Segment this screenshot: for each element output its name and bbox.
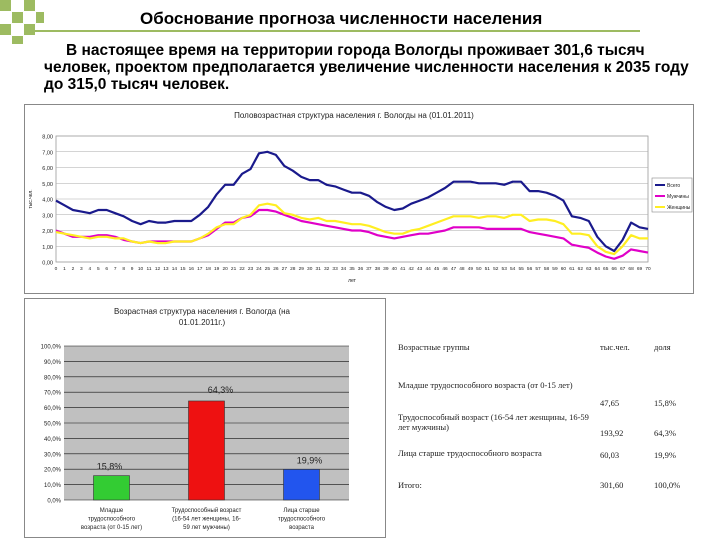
y-tick-label: 20,0% <box>43 467 61 474</box>
x-tick-label: 68 <box>628 267 634 272</box>
x-tick-label: 30 <box>307 267 313 272</box>
data-label: 15,8% <box>96 461 123 472</box>
x-tick-label: 65 <box>603 267 609 272</box>
table-cell-value: 193,92 <box>600 428 624 438</box>
x-tick-label: 7 <box>113 267 117 272</box>
table-cell-share: 19,9% <box>654 450 676 460</box>
title-underline <box>30 30 640 32</box>
x-tick-label: 64 <box>594 267 600 272</box>
x-tick-label: 24 <box>256 267 262 272</box>
x-tick-label: 16 <box>188 267 194 272</box>
corner-decoration <box>0 0 44 44</box>
x-tick-label: 19 <box>214 267 220 272</box>
x-tick-label: 61 <box>569 267 575 272</box>
y-axis-label: тыс.чел. <box>28 189 34 209</box>
x-tick-label: 69 <box>636 267 643 272</box>
data-label: 19,9% <box>296 455 323 466</box>
x-tick-label: 57 <box>535 267 541 272</box>
x-tick-label: возраста (от 0-15 лет) <box>80 525 143 531</box>
x-tick-label: 55 <box>518 267 524 272</box>
table-cell-group: Итого: <box>398 480 422 490</box>
x-tick-label: 21 <box>230 267 237 272</box>
x-tick-label: 26 <box>273 267 279 272</box>
y-tick-label: 8,00 <box>42 134 53 141</box>
x-tick-label: 25 <box>264 267 271 272</box>
x-tick-label: 34 <box>340 267 347 272</box>
x-tick-label: 47 <box>450 267 457 272</box>
y-tick-label: 7,00 <box>42 150 53 157</box>
x-tick-label: 4 <box>88 267 92 272</box>
x-tick-label: 20 <box>222 267 228 272</box>
x-tick-label: 63 <box>586 267 592 272</box>
x-tick-label: трудоспособного <box>277 516 326 523</box>
slide-title: Обоснование прогноза численности населения <box>140 9 543 28</box>
y-tick-label: 1,00 <box>42 244 53 251</box>
x-tick-label: 40 <box>391 267 397 272</box>
intro-text: В настоящее время на территории города Вологды проживает 301,6 тысяч человек, проектом предполагается увеличение численности населения к 2035 году до 315,0 тысяч человек. <box>44 42 689 93</box>
chart-title: Половозрастная структура населения г. Вологды на (01.01.2011) <box>234 111 474 120</box>
x-tick-label: 48 <box>459 267 465 272</box>
y-tick-label: 60,0% <box>43 406 61 413</box>
x-tick-label: 13 <box>163 267 169 272</box>
table-cell-share: 100,0% <box>654 480 681 490</box>
y-tick-label: 3,00 <box>42 213 53 220</box>
table-cell-value: 47,65 <box>600 398 620 408</box>
legend-label: Женщины <box>667 205 691 211</box>
x-tick-label: 45 <box>433 267 440 272</box>
x-tick-label: 32 <box>323 267 330 272</box>
y-tick-label: 100,0% <box>40 344 61 351</box>
x-tick-label: 37 <box>366 267 372 272</box>
bar <box>189 401 225 500</box>
x-tick-label: 29 <box>298 267 304 272</box>
x-tick-label: 52 <box>493 267 499 272</box>
legend-label: Всего <box>667 183 681 189</box>
x-tick-label: 6 <box>105 267 109 272</box>
x-tick-label: 8 <box>122 267 125 272</box>
x-tick-label: 27 <box>281 267 288 272</box>
x-tick-label: 18 <box>205 267 211 272</box>
table-cell-group: Трудоспособный возраст (16-54 лет женщины, 16-59 лет мужчины) <box>398 412 589 432</box>
x-tick-label: 14 <box>171 267 178 272</box>
y-tick-label: 80,0% <box>43 375 61 382</box>
x-tick-label: 38 <box>374 267 381 272</box>
table-cell-group: Младше трудоспособного возраста (от 0-15 лет) <box>398 380 573 390</box>
y-tick-label: 70,0% <box>43 390 61 397</box>
x-tick-label: 5 <box>96 267 100 272</box>
x-tick-label: трудоспособного <box>87 516 136 523</box>
x-tick-label: 50 <box>476 267 482 272</box>
y-tick-label: 4,00 <box>42 197 53 204</box>
x-tick-label: 2 <box>71 267 75 272</box>
x-tick-label: 60 <box>560 267 567 272</box>
y-tick-label: 30,0% <box>43 452 61 459</box>
chart-title: 01.01.2011г.) <box>178 318 226 327</box>
x-tick-label: 33 <box>332 267 338 272</box>
x-tick-label: 41 <box>400 267 406 272</box>
x-tick-label: 9 <box>130 267 134 272</box>
table-cell-value: 60,03 <box>600 450 620 460</box>
bar <box>94 476 130 500</box>
x-tick-label: 0 <box>54 267 58 272</box>
x-tick-label: 59 <box>552 267 558 272</box>
x-tick-label: 70 <box>645 267 651 272</box>
y-tick-label: 0,00 <box>42 260 53 267</box>
y-tick-label: 90,0% <box>43 359 61 366</box>
chart-title: Возрастная структура населения г. Вологда (на <box>114 307 290 316</box>
x-tick-label: 46 <box>442 267 448 272</box>
age-structure-bar-chart <box>24 298 386 538</box>
x-tick-label: 28 <box>290 267 296 272</box>
x-tick-label: 49 <box>467 267 474 272</box>
y-tick-label: 6,00 <box>42 166 53 172</box>
x-tick-label: 23 <box>247 267 254 272</box>
y-tick-label: 0,0% <box>47 498 61 505</box>
x-tick-label: 1 <box>63 267 66 272</box>
bar <box>284 469 320 500</box>
y-tick-label: 5,00 <box>42 181 53 188</box>
x-tick-label: 35 <box>349 267 355 272</box>
x-tick-label: 17 <box>197 267 203 272</box>
x-tick-label: 42 <box>408 267 414 272</box>
x-tick-label: 54 <box>510 267 516 272</box>
x-tick-label: 62 <box>577 267 584 272</box>
table-cell-share: 64,3% <box>654 428 676 438</box>
y-tick-label: 50,0% <box>43 421 61 428</box>
x-tick-label: 66 <box>611 267 617 272</box>
x-tick-label: 67 <box>619 267 626 272</box>
x-tick-label: 36 <box>357 267 364 272</box>
x-tick-label: 11 <box>146 267 152 272</box>
x-tick-label: 31 <box>315 267 321 272</box>
table-header-share: доля <box>654 342 671 352</box>
x-tick-label: Трудоспособный возраст <box>171 508 242 514</box>
x-tick-label: Младше <box>99 508 124 514</box>
intro-paragraph <box>44 42 694 93</box>
x-tick-label: (16-54 лет женщины, 16- <box>172 516 241 523</box>
table-cell-group: Лица старше трудоспособного возраста <box>398 448 542 458</box>
legend-label: Мужчины <box>667 194 689 200</box>
x-tick-label: Лица старше <box>283 508 320 514</box>
x-tick-label: возраста <box>289 525 314 531</box>
y-tick-label: 10,0% <box>43 483 61 490</box>
x-axis-label: лет <box>348 278 356 284</box>
x-tick-label: 3 <box>80 267 83 272</box>
x-tick-label: 56 <box>526 267 533 272</box>
x-tick-label: 44 <box>425 267 431 272</box>
table-cell-share: 15,8% <box>654 398 676 408</box>
x-tick-label: 22 <box>239 267 245 272</box>
y-tick-label: 2,00 <box>42 229 53 235</box>
table-cell-value: 301,60 <box>600 480 624 490</box>
x-tick-label: 59 лет мужчины) <box>183 525 230 531</box>
x-tick-label: 43 <box>416 267 423 272</box>
data-label: 64,3% <box>207 384 234 395</box>
x-tick-label: 12 <box>154 267 161 272</box>
x-tick-label: 51 <box>484 267 490 272</box>
x-tick-label: 15 <box>180 267 186 272</box>
x-tick-label: 58 <box>543 267 550 272</box>
table-header-value: тыс.чел. <box>600 342 630 352</box>
y-tick-label: 40,0% <box>43 436 61 443</box>
table-header-group: Возрастные группы <box>398 342 470 352</box>
x-tick-label: 39 <box>383 267 389 272</box>
x-tick-label: 10 <box>137 267 144 272</box>
x-tick-label: 53 <box>501 267 507 272</box>
population-line-chart <box>24 104 694 294</box>
